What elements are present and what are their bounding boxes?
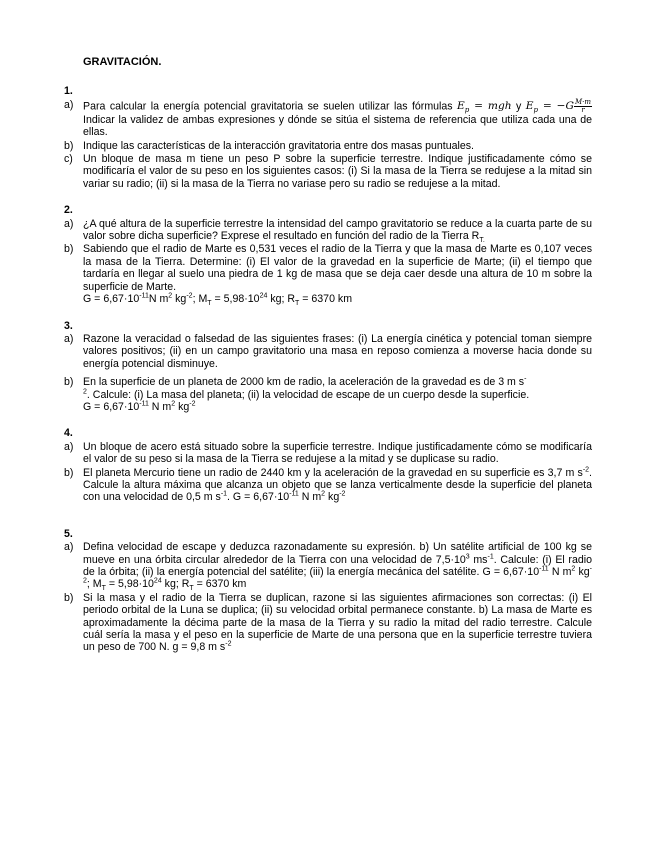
superscript: -11: [539, 565, 549, 573]
item-label: a): [64, 217, 74, 230]
superscript: 3: [465, 553, 470, 561]
question-4a: [64, 441, 592, 466]
question-text: ms: [469, 553, 488, 566]
question-text: = 5,98·10: [105, 578, 154, 591]
section-number: 1.: [64, 85, 73, 98]
superscript: -2: [83, 565, 592, 585]
item-label: b): [64, 466, 74, 479]
item-label: a): [64, 541, 74, 554]
item-label: b): [64, 591, 74, 604]
question-text: = 6370 km: [193, 578, 247, 591]
question-text: kg: [325, 491, 340, 504]
question-text: Defina velocidad de escape y deduzca razonadamente su expresión. b) Un satélite artificial de 100 kg se mueve en una órbita circular alrededor de la Tierra con una velocidad de 7,5·10: [83, 541, 592, 566]
superscript: 2: [321, 490, 326, 498]
question-4b: [64, 467, 592, 504]
formula-symbol: E: [525, 100, 534, 113]
question-text: kg; R: [161, 578, 190, 591]
constant-text: N m: [148, 293, 169, 306]
constant-text: G = 6,67·10: [83, 293, 140, 306]
superscript: 24: [153, 577, 162, 585]
superscript: -11: [139, 292, 149, 300]
constant-text: = 5,98·10: [211, 293, 260, 306]
subscript: T: [101, 585, 106, 593]
question-text: N m: [548, 566, 572, 578]
question-text: y: [511, 100, 522, 113]
formula-ep: [457, 100, 512, 115]
question-text: Indique las características de la interacción gravitatoria entre dos masas puntuales.: [83, 139, 475, 152]
subscript: T: [207, 300, 212, 308]
constant-text: kg: [172, 293, 187, 306]
subscript: T.: [479, 237, 485, 245]
fraction-numerator: M·m: [574, 97, 592, 106]
superscript: 2: [168, 292, 173, 300]
constant-text: N m: [148, 400, 172, 413]
constant-text: G = 6,67·10: [83, 400, 140, 413]
question-text: Para calcular la energía potencial gravitatoria se suelen utilizar las fórmulas: [83, 100, 458, 113]
constant-text: ; M: [192, 293, 208, 306]
question-text: ¿A qué altura de la superficie terrestre la intensidad del campo gravitatorio se reduce a la cuarta parte de su valor sobre dicha superficie? Exprese el resultado en función del radio de la Tierra R: [83, 217, 592, 243]
superscript: 2: [171, 400, 176, 408]
question-text: Indicar la validez de ambas expresiones y dónde se sitúa el sistema de referencia que utiliza cada una de ellas.: [83, 113, 592, 139]
constant-text: = 6370 km: [299, 293, 353, 306]
superscript: 2: [83, 388, 87, 395]
section-5: [64, 528, 592, 654]
section-3: [64, 320, 592, 414]
section-1: [64, 85, 592, 190]
item-label: a): [64, 98, 74, 111]
formula-symbol: E: [457, 100, 465, 113]
document-title: GRAVITACIÓN.: [83, 56, 162, 68]
formula-subscript: p: [464, 106, 470, 115]
question-text: N m: [298, 491, 322, 504]
question-text: kg: [575, 566, 590, 578]
constant-text: kg; R: [267, 293, 296, 306]
question-5b: [64, 592, 592, 654]
question-text: . Calcule: (i) La masa del planeta; (ii) la velocidad de escape de un cuerpo desde la superficie.: [86, 388, 530, 401]
question-2b: [64, 243, 592, 308]
constants-line: [83, 292, 592, 308]
subscript: T: [189, 585, 194, 593]
question-text: Si la masa y el radio de la Tierra se duplican, razone si las siguientes afirmaciones son correctas: (i) El periodo orbital de la Luna se duplica; (ii) su velocidad orbital permanece constante. b) La masa de Marte es aproximadamente la décima parte de la masa de la Tierra y su radio la mitad del radio terrestre. Calcule cuál sería la masa y el peso en la superficie de Marte de una persona que en la superficie terrestre tuviera un peso de 700 N. g = 9,8 m s: [83, 591, 592, 654]
question-1b: [64, 140, 592, 152]
section-2: [64, 204, 592, 308]
question-text: Razone la veracidad o falsedad de las siguientes frases: (i) La energía cinética y potencial toman siempre valores positivos; (ii) en un campo gravitatorio una masa en reposo comienza a moverse hacia donde su energía potencial disminuye.: [83, 332, 592, 370]
superscript: -2: [189, 400, 196, 408]
section-number: 3.: [64, 319, 73, 332]
question-text: . Calcule: (i) El radio de la órbita; (ii) la energía potencial del satélite; (iii) la energía mecánica del satélite. G = 6,67·10: [83, 553, 592, 578]
superscript: 24: [259, 292, 268, 300]
item-label: b): [64, 376, 74, 389]
section-number: 2.: [64, 204, 73, 217]
item-label: b): [64, 243, 74, 256]
section-number: 5.: [64, 527, 73, 540]
document-page: [64, 56, 592, 668]
formula-rhs: = −G: [538, 100, 574, 113]
question-text: El planeta Mercurio tiene un radio de 2440 km y la aceleración de la gravedad en su superficie es 3,7 m s: [83, 466, 583, 479]
question-continuation: [83, 389, 592, 401]
formula-subscript: p: [533, 106, 538, 115]
fraction-denominator: r: [581, 105, 585, 114]
item-label: c): [64, 153, 73, 166]
section-4: [64, 427, 592, 503]
superscript: -2: [339, 490, 346, 498]
question-2a: [64, 218, 592, 243]
constant-text: kg: [175, 400, 190, 413]
question-text: ; M: [86, 578, 102, 591]
formula-ep-general: [525, 100, 574, 115]
item-label: b): [64, 139, 74, 152]
question-text: Un bloque de acero está situado sobre la superficie terrestre. Indique justificadamente cómo se modificaría el valor de su peso si la masa de la Tierra se redujese a la mitad y se duplicase su radio.: [83, 440, 592, 466]
superscript: -2: [582, 466, 590, 474]
question-text: Sabiendo que el radio de Marte es 0,531 veces el radio de la Tierra y que la masa de Marte es 0,107 veces la masa de la Tierra. Determine: (i) El valor de la gravedad en la superficie de Marte; (ii) el tiempo que tardaría en llegar al suelo una piedra de 1 kg de masa que se deja caer desde una altura de 10 m sobre la superficie de Marte.: [83, 243, 592, 293]
section-number: 4.: [64, 427, 73, 440]
superscript: 2: [571, 565, 576, 573]
superscript: -2: [186, 292, 193, 300]
question-5a: [64, 541, 592, 591]
formula-fraction: [574, 99, 592, 114]
superscript: -11: [289, 490, 299, 498]
question-1a: [64, 99, 592, 139]
question-3a: [64, 333, 592, 370]
subscript: T: [295, 300, 300, 308]
formula-rhs: = mgh: [469, 100, 512, 113]
superscript: -1: [487, 553, 494, 561]
question-text: En la superficie de un planeta de 2000 km de radio, la aceleración de la gravedad es de 3 m s: [83, 376, 525, 389]
question-1c: [64, 153, 592, 190]
question-text: . G = 6,67·10: [227, 491, 290, 504]
superscript: -: [524, 375, 527, 383]
question-text: Un bloque de masa m tiene un peso P sobre la superficie terrestre. Indique justificadamente cómo se modificaría el valor de su peso en los siguientes casos: (i) Si la masa de la Tierra se redujese a la mitad sin variar su radio; (ii) si la masa de la Tierra no variase pero su radio se redujese a la mitad.: [83, 153, 592, 190]
superscript: -11: [139, 400, 149, 408]
question-3b: [64, 376, 592, 413]
item-label: a): [64, 332, 74, 345]
superscript: -1: [220, 490, 228, 498]
superscript: -2: [225, 640, 232, 648]
question-text: . Calcule la altura máxima que alcanza un objeto que se lanza verticalmente desde la superficie del planeta con una velocidad de 0,5 m s: [83, 466, 592, 504]
item-label: a): [64, 440, 74, 453]
constants-line: [83, 401, 592, 413]
